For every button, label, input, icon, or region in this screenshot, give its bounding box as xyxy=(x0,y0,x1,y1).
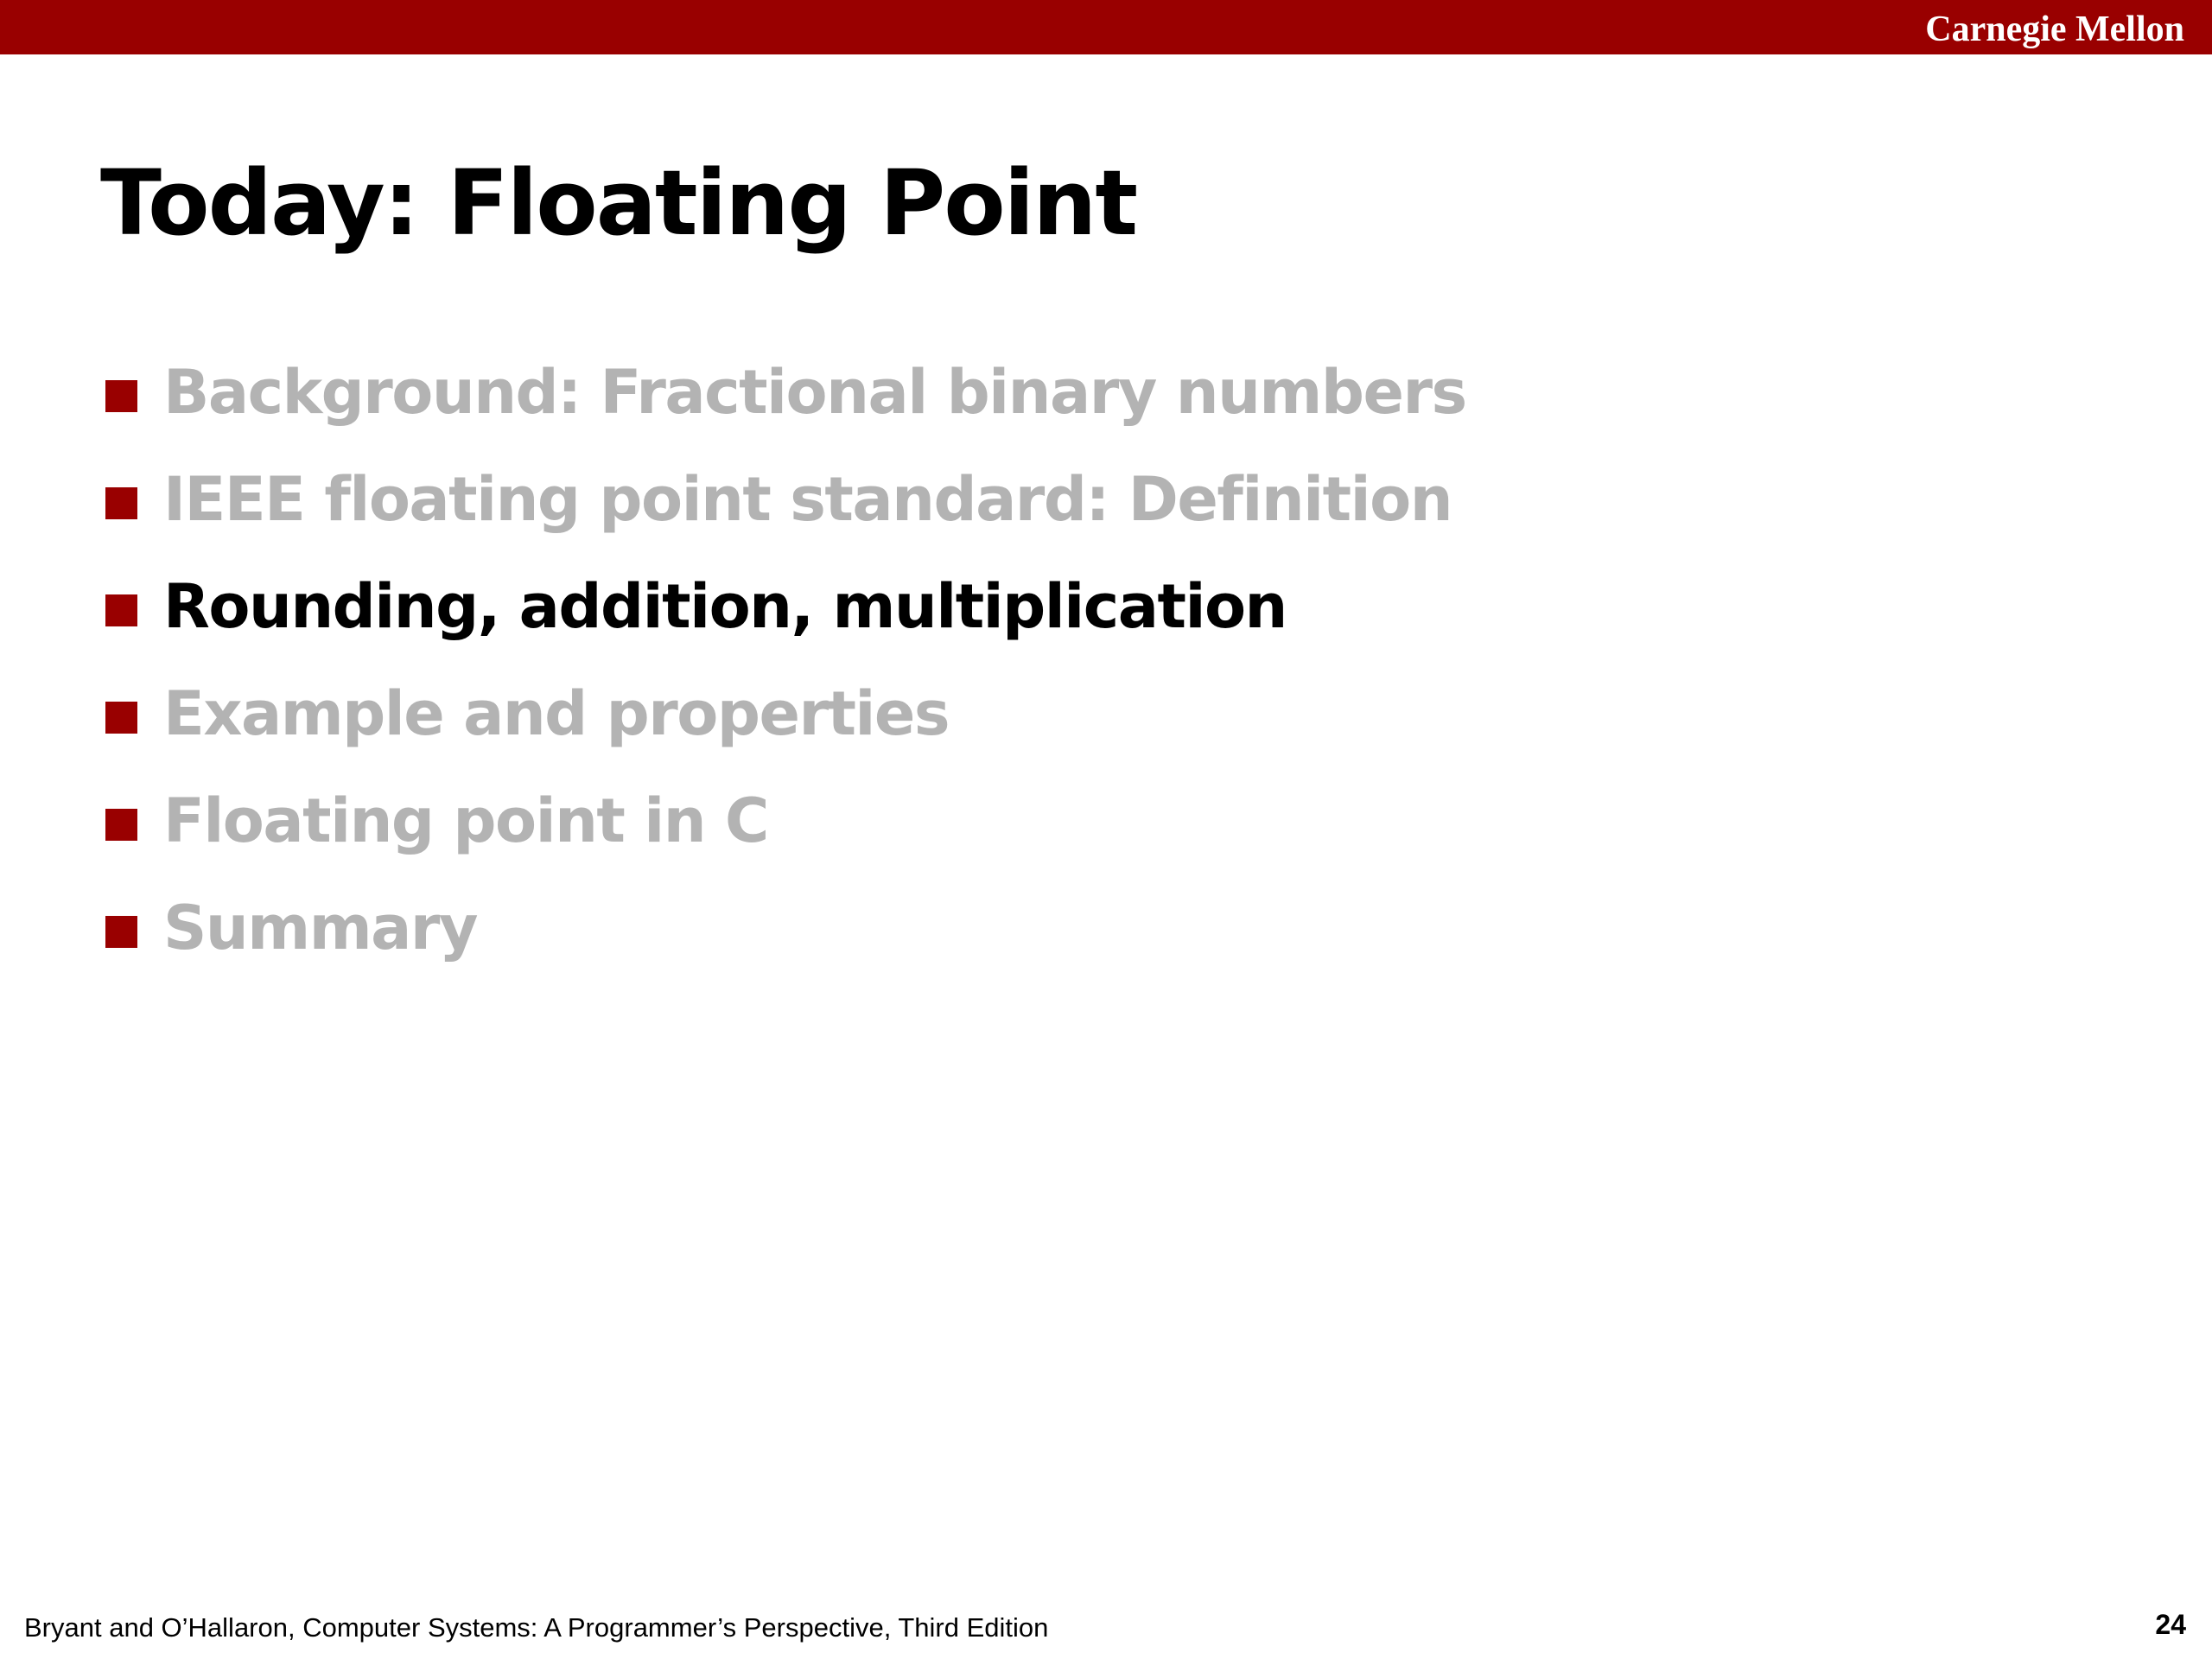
slide-title: Today: Floating Point xyxy=(100,150,1137,256)
university-brand: Carnegie Mellon xyxy=(1925,10,2184,49)
agenda-item-background xyxy=(105,349,1466,435)
square-bullet-icon xyxy=(105,594,137,626)
agenda-item-floating-point-c xyxy=(105,778,768,864)
footer-citation: Bryant and O’Hallaron, Computer Systems: A Programmer’s Perspective, Third Edition xyxy=(24,1612,1049,1643)
agenda-item-rounding xyxy=(105,563,1287,650)
agenda-item-label: Rounding, addition, multiplication xyxy=(163,571,1287,642)
square-bullet-icon xyxy=(105,809,137,841)
agenda-item-label: Example and properties xyxy=(163,678,950,749)
agenda-item-ieee-standard xyxy=(105,456,1452,543)
agenda-item-label: Summary xyxy=(163,893,478,963)
agenda-item-label: Floating point in C xyxy=(163,785,768,856)
agenda-item-summary xyxy=(105,885,477,971)
square-bullet-icon xyxy=(105,916,137,948)
square-bullet-icon xyxy=(105,380,137,412)
square-bullet-icon xyxy=(105,702,137,734)
agenda-item-label: IEEE floating point standard: Definition xyxy=(163,464,1452,535)
page-number: 24 xyxy=(2155,1609,2186,1640)
agenda-item-label: Background: Fractional binary numbers xyxy=(163,357,1466,428)
agenda-item-example xyxy=(105,671,949,757)
square-bullet-icon xyxy=(105,487,137,519)
